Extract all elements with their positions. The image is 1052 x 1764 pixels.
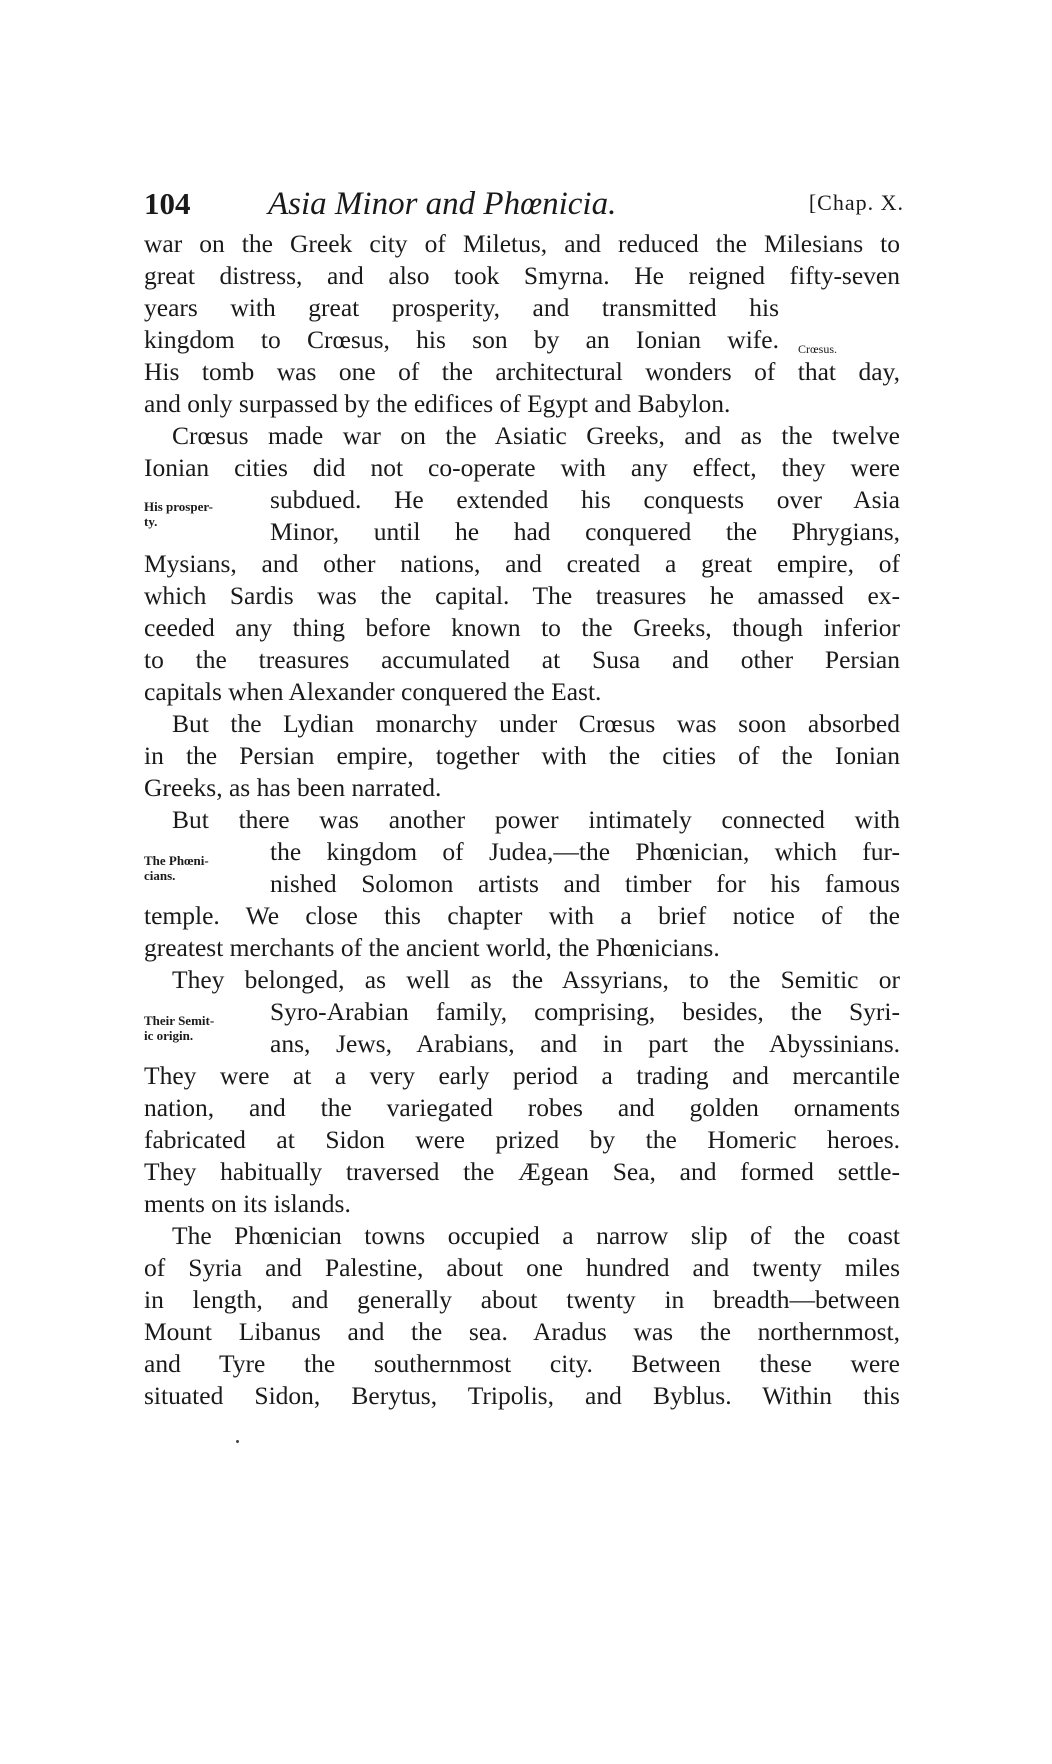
- chapter-label: [Chap. X.: [808, 190, 904, 215]
- text-line: They habitually traversed the Ægean Sea, and formed settle-: [144, 1157, 900, 1186]
- text-line: situated Sidon, Berytus, Tripolis, and Byblus. Within this: [144, 1381, 900, 1410]
- sidenote-prosperity-line2: ty.: [144, 514, 158, 529]
- sidenote-croesus: Crœsus.: [798, 342, 838, 356]
- text-line: Ionian cities did not co-operate with any effect, they were: [144, 453, 900, 482]
- text-line: They belonged, as well as the Assyrians, to the Semitic or: [172, 965, 900, 994]
- text-line: His tomb was one of the architectural wonders of that day,: [144, 357, 900, 386]
- text-line: to the treasures accumulated at Susa and other Persian: [144, 645, 900, 674]
- text-line: Crœsus made war on the Asiatic Greeks, and as the twelve: [172, 421, 900, 450]
- text-line: temple. We close this chapter with a brief notice of the: [144, 901, 900, 930]
- text-line: nished Solomon artists and timber for his famous: [270, 869, 900, 898]
- text-line: fabricated at Sidon were prized by the Homeric heroes.: [144, 1125, 900, 1154]
- text-line: The Phœnician towns occupied a narrow slip of the coast: [172, 1221, 900, 1250]
- text-line: in the Persian empire, together with the cities of the Ionian: [144, 741, 900, 770]
- sidenote-semitic-line1: Their Semit-: [144, 1013, 215, 1028]
- text-line: But there was another power intimately connected with: [172, 805, 900, 834]
- text-line: They were at a very early period a trading and mercantile: [144, 1061, 900, 1090]
- text-line: Mysians, and other nations, and created a great empire, of: [144, 549, 900, 578]
- text-line: ceeded any thing before known to the Greeks, though inferior: [144, 613, 900, 642]
- sidenote-phoenicians-line1: The Phœni-: [144, 853, 209, 868]
- ink-speck: [236, 1440, 239, 1443]
- text-line: and only surpassed by the edifices of Egypt and Babylon.: [144, 389, 731, 418]
- running-title: Asia Minor and Phœnicia.: [268, 186, 617, 222]
- text-line: Minor, until he had conquered the Phrygians,: [270, 517, 900, 546]
- text-line: the kingdom of Judea,—the Phœnician, which fur-: [270, 837, 900, 866]
- text-line: ans, Jews, Arabians, and in part the Abyssinians.: [270, 1029, 900, 1058]
- text-line: great distress, and also took Smyrna. He reigned fifty-seven: [144, 261, 900, 290]
- text-line: Syro-Arabian family, comprising, besides, the Syri-: [270, 997, 900, 1026]
- text-line: and Tyre the southernmost city. Between these were: [144, 1349, 900, 1378]
- sidenote-semitic-line2: ic origin.: [144, 1028, 194, 1043]
- text-line: which Sardis was the capital. The treasures he amassed ex-: [144, 581, 900, 610]
- text-line: kingdom to Crœsus, his son by an Ionian wife.: [144, 325, 779, 354]
- sidenote-prosperity-line1: His prosper-: [144, 499, 213, 514]
- text-line: But the Lydian monarchy under Crœsus was soon absorbed: [172, 709, 900, 738]
- text-line: subdued. He extended his conquests over Asia: [270, 485, 900, 514]
- text-line: war on the Greek city of Miletus, and reduced the Milesians to: [144, 229, 900, 258]
- text-line: nation, and the variegated robes and golden ornaments: [144, 1093, 900, 1122]
- text-line: in length, and generally about twenty in breadth—between: [144, 1285, 900, 1314]
- text-line: of Syria and Palestine, about one hundred and twenty miles: [144, 1253, 900, 1282]
- text-line: capitals when Alexander conquered the East.: [144, 677, 602, 706]
- text-line: greatest merchants of the ancient world, the Phœnicians.: [144, 933, 720, 962]
- text-line: Greeks, as has been narrated.: [144, 773, 442, 802]
- text-line: Mount Libanus and the sea. Aradus was the northernmost,: [144, 1317, 900, 1346]
- text-line: ments on its islands.: [144, 1189, 351, 1218]
- sidenote-phoenicians-line2: cians.: [144, 868, 176, 883]
- page-number: 104: [144, 186, 191, 221]
- text-line: years with great prosperity, and transmitted his: [144, 293, 779, 322]
